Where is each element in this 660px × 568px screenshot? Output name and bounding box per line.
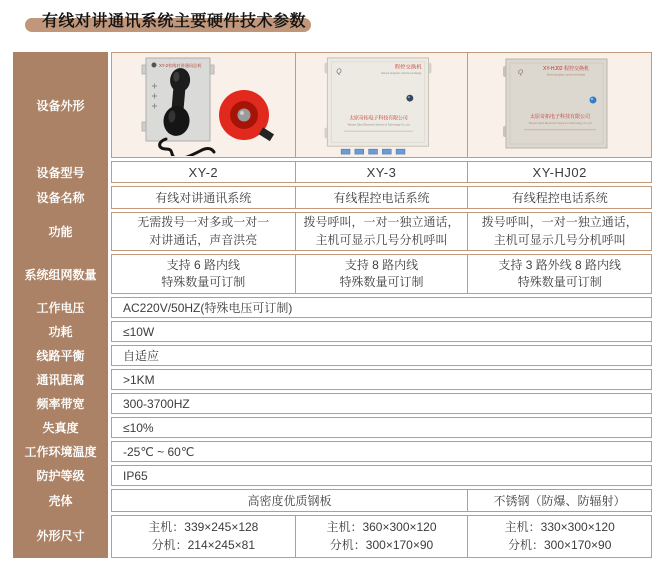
terminal-blocks [341,149,405,154]
distance-value: >1KM [111,369,652,390]
dimension-line: 分机：300×170×90 [507,537,612,552]
table-row-distance [13,369,652,393]
xy3-company: 太原奇拓电子科技有限公司 [348,116,408,122]
power-value: ≤10W [111,321,652,342]
exchange-xy3-image [296,54,468,156]
network-cell [111,254,296,294]
model-xyhj02: XY-HJ02 [467,161,652,183]
function-line: 主机可显示几号分机呼叫 [493,232,626,247]
red-horn-speaker [219,90,274,141]
row-label-network: 系统组网数量 [13,254,108,297]
dimension-line: 分机：300×170×90 [329,537,434,552]
function-cell [467,212,652,251]
row-label-function: 功能 [13,212,108,254]
table-row-temperature [13,441,652,465]
bandwidth-value: 300-3700HZ [111,393,652,414]
exchange-xyhj02-image [472,54,647,156]
table-row-appearance [13,52,652,161]
xy3-subtitle: Stored program control exchange [380,72,422,76]
table-row-distortion [13,417,652,441]
row-label-bandwidth: 频率带宽 [13,393,108,417]
network-line: 支持 3 路外线 8 路内线 [498,257,622,272]
function-line: 无需拨号一对多或一对一 [137,215,270,230]
network-cell [467,254,652,294]
temperature-value: -25℃ ~ 60℃ [111,441,652,462]
product-photo-xyhj02 [467,52,652,158]
distortion-value: ≤10% [111,417,652,438]
table-row-bandwidth [13,393,652,417]
row-label-name: 设备名称 [13,186,108,212]
name-cell: 有线对讲通讯系统 [111,186,296,209]
voltage-value: AC220V/50HZ(特殊电压可订制) [111,297,652,318]
network-cell [295,254,469,294]
function-line: 对讲通话，声音洪亮 [149,232,258,247]
row-label-dimensions: 外形尺寸 [13,515,108,558]
name-cell: 有线程控电话系统 [295,186,469,209]
shell-cell-steel: 高密度优质钢板 [111,489,468,512]
table-row-model [13,161,652,186]
table-row-voltage [13,297,652,321]
page-title [25,5,306,35]
shell-cell-stainless: 不锈钢（防爆、防辐射） [467,489,652,512]
function-line: 拨号呼叫，一对一独立通话， [481,215,638,230]
row-label-voltage: 工作电压 [13,297,108,321]
protection-value: IP65 [111,465,652,486]
hj02-company-en: Taiyuan Qituo Electronic Science & Technology Co.,Ltd [528,122,592,125]
network-line: 特殊数量可订制 [339,275,424,289]
function-line: 主机可显示几号分机呼叫 [315,232,448,247]
row-label-line-balance: 线路平衡 [13,345,108,369]
table-row-line-balance [13,345,652,369]
table-row-power [13,321,652,345]
table-row-shell [13,489,652,515]
xy3-company-en: Taiyuan Qituo Electronic Science & Technology Co.,Ltd [347,123,410,127]
function-line: 拨号呼叫，一对一独立通话， [303,215,460,230]
row-label-shell: 壳体 [13,489,108,515]
row-label-protection: 防护等级 [13,465,108,489]
hj02-logo: Q [518,69,524,76]
coiled-cord [159,139,213,156]
dimensions-cell [295,515,469,558]
table-row-function [13,212,652,254]
dimension-line: 分机：214×245×81 [151,537,256,552]
table-row-protection [13,465,652,489]
network-line: 支持 6 路内线 [166,257,240,272]
function-cell [111,212,296,251]
row-label-appearance: 设备外形 [13,52,108,161]
product-photo-xy3 [295,52,469,158]
table-row-network [13,254,652,297]
hj02-subtitle: Stored program control exchange [546,73,586,77]
table-row-dimensions [13,515,652,558]
network-line: 特殊数量可订制 [517,275,602,289]
hj02-company: 太原奇拓电子科技有限公司 [530,114,591,120]
row-label-distance: 通讯距离 [13,369,108,393]
network-line: 特殊数量可订制 [161,275,246,289]
function-cell [295,212,469,251]
intercom-xy2-image [116,54,291,156]
model-xy3: XY-3 [295,161,469,183]
row-label-power: 功耗 [13,321,108,345]
dimensions-cell [467,515,652,558]
dimension-line: 主机：360×300×120 [326,520,437,535]
page-title-text: 有线对讲通讯系统主要硬件技术参数 [42,13,307,30]
hj02-title: XY-HJ02 程控交换机 [543,66,590,72]
row-label-temperature: 工作环境温度 [13,441,108,465]
name-cell: 有线程控电话系统 [467,186,652,209]
xy2-panel-label: XY-2有线对讲通讯总机 [158,63,202,68]
model-xy2: XY-2 [111,161,296,183]
line-balance-value: 自适应 [111,345,652,366]
network-line: 支持 8 路内线 [344,257,419,272]
row-label-distortion: 失真度 [13,417,108,441]
row-label-model: 设备型号 [13,161,108,186]
product-photo-xy2 [111,52,296,158]
xy3-logo: Q [335,68,342,76]
xy3-title: 程控交换机 [394,64,422,71]
spec-table [13,52,652,558]
dimension-line: 主机：339×245×128 [148,520,259,535]
dimension-line: 主机：330×300×120 [504,520,615,535]
dimensions-cell [111,515,296,558]
table-row-name [13,186,652,212]
